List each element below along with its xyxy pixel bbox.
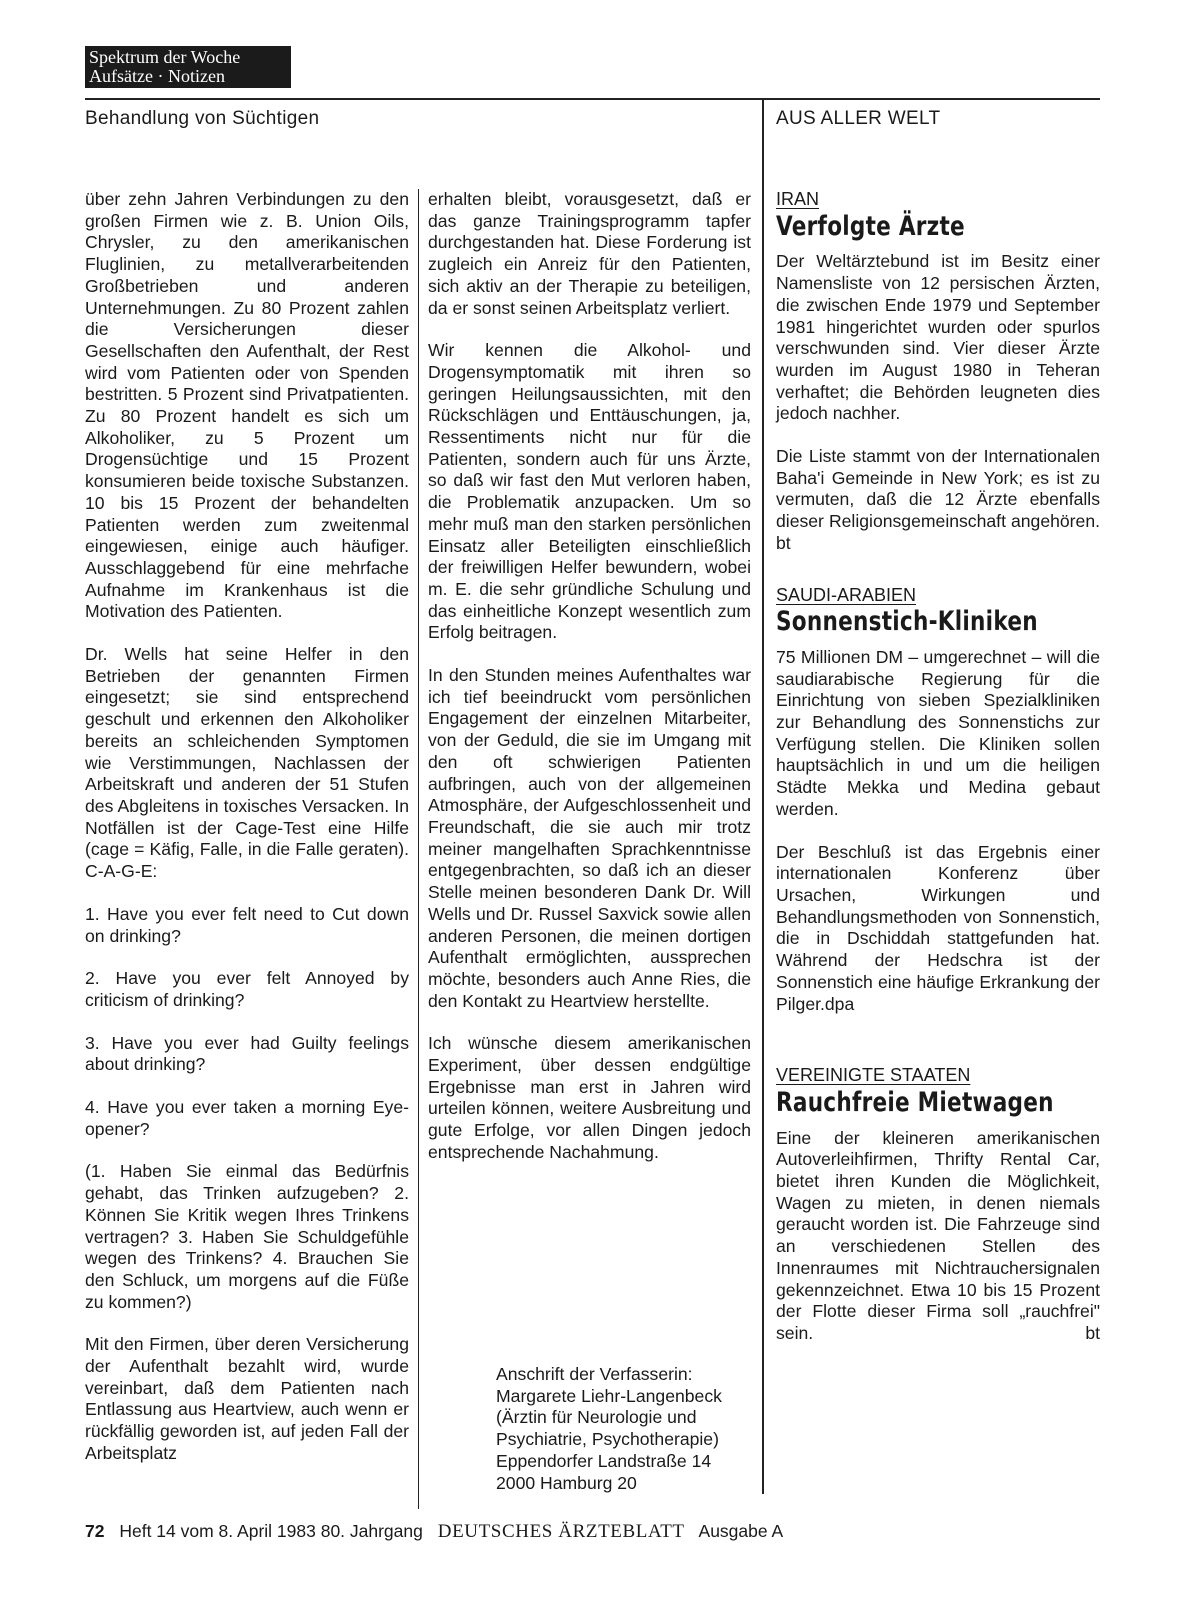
- paragraph: Ich wünsche diesem amerikanischen Experiment, über dessen endgültige Ergebnisse man erst in Jahren wird urteilen können, weitere Ausbreitung und gute Erfolge, vor allen Dingen jedoch entsprechende Nachahmung.: [428, 1033, 751, 1162]
- address-line: 2000 Hamburg 20: [496, 1472, 637, 1493]
- cage-question-1: 1. Have you ever felt need to Cut down on drinking?: [85, 903, 409, 946]
- news-country-iran: IRAN: [776, 189, 820, 209]
- paragraph: Die Liste stammt von der Internationalen Baha'i Gemeinde in New York; es ist zu vermuten, daß die 12 Ärzte ebenfalls dieser Religionsgemeinschaft angehören. bt: [776, 446, 1100, 553]
- article-section-title: Behandlung von Süchtigen: [85, 108, 320, 129]
- news-headline: Sonnenstich-Kliniken: [776, 606, 1038, 638]
- paragraph: [776, 1128, 1100, 1345]
- address-line: Margarete Liehr-Langenbeck: [496, 1385, 722, 1406]
- news-headline: Rauchfreie Mietwagen: [776, 1086, 1054, 1118]
- section-label-line2: Aufsätze · Notizen: [89, 66, 225, 86]
- paragraph: 75 Millionen DM – umgerechnet – will die saudiarabische Regierung für die Einrichtung von sieben Spezialkliniken zur Behandlung des Sonnenstichs zur Verfügung stellen. Die Kliniken sollen hauptsächlich in und um die heiligen Städte Mekka und Medina gebaut werden.: [776, 646, 1100, 819]
- cage-question-4: 4. Have you ever taken a morning Eye-opener?: [85, 1097, 409, 1139]
- page-footer: [85, 1521, 783, 1543]
- address-line: Psychiatrie, Psychotherapie): [496, 1429, 719, 1450]
- address-line: Anschrift der Verfasserin:: [496, 1364, 693, 1384]
- paragraph: Dr. Wells hat seine Helfer in den Betrieben der genannten Firmen eingesetzt; sie sind entsprechend geschult und erkennen den Alkoholiker bereits an schleichenden Symptomen wie Verstimmungen, Nachlassen der Arbeitskraft und anderen der 51 Stufen des Abgleitens in toxisches Versacken. In Notfällen ist der Cage-Test eine Hilfe (cage = Käfig, Falle, in die Falle geraten). C-A-G-E:: [85, 644, 409, 882]
- address-line: Eppendorfer Landstraße 14: [496, 1450, 712, 1471]
- news-country-saudi-arabia: SAUDI-ARABIEN: [776, 584, 917, 605]
- page-number: 72: [85, 1521, 105, 1541]
- cage-translation: (1. Haben Sie einmal das Bedürfnis gehabt, das Trinken aufzugeben? 2. Können Sie Kritik wegen Ihres Trinkens vertragen? 3. Haben Sie Schuldgefühle wegen des Trinkens? 4. Brauchen Sie den Schluck, um morgens auf die Füße zu kommen?): [85, 1161, 409, 1312]
- section-label-line1: Spektrum der Woche: [89, 47, 241, 67]
- column-2: [428, 189, 751, 1164]
- column-divider-right: [762, 98, 764, 1494]
- address-line: (Ärztin für Neurologie und: [496, 1407, 697, 1428]
- news-section-title: AUS ALLER WELT: [776, 108, 941, 129]
- author-signature: bt: [1085, 1322, 1100, 1343]
- paragraph: Mit den Firmen, über deren Versicherung der Aufenthalt bezahlt wird, wurde vereinbart, daß dem Patienten nach Entlassung aus Heartview, auch wenn er rückfällig geworden ist, auf jeden Fall der Arbeitsplatz: [85, 1334, 409, 1463]
- column-1: [85, 189, 409, 1465]
- paragraph: Der Weltärztebund ist im Besitz einer Namensliste von 12 persischen Ärzten, die zwischen Ende 1979 und September 1981 hingerichtet wurden oder spurlos verschwunden sind. Vier dieser Ärzte wurden im August 1980 in Teheran verhaftet; die Behörden leugneten dies jedoch nachher.: [776, 251, 1100, 424]
- edition: Ausgabe A: [698, 1521, 784, 1541]
- paragraph: Wir kennen die Alkohol- und Drogensymptomatik mit ihren so geringen Heilungsaussichten, mit den Rückschlägen und Enttäuschungen, ja, Ressentiments nicht nur für die Patienten, sondern auch für uns Ärzte, so daß wir fast den Mut verloren haben, die Problematik anzupacken. Um so mehr muß man den starken persönlichen Einsatz aller Beteiligten einschließlich der freiwilligen Helfer bewundern, wobei m. E. die sehr gründliche Schulung und das einheitliche Konzept wesentlich zum Erfolg beitragen.: [428, 340, 751, 643]
- top-rule: [85, 98, 1100, 100]
- paragraph-text: Eine der kleineren amerikanischen Autoverleihfirmen, Thrifty Rental Car, bietet ihren Kunden die Möglichkeit, Wagen zu mieten, in denen niemals geraucht worden ist. Die Fahrzeuge sind an verschiedenen Stellen des Innenraumes mit Nichtrauchersignalen gekennzeichnet. Etwa 10 bis 15 Prozent der Flotte dieser Firma soll „rauchfrei" sein.: [776, 1127, 1100, 1343]
- paragraph: Der Beschluß ist das Ergebnis einer internationalen Konferenz über Ursachen, Wirkungen und Behandlungsmethoden von Sonnenstich, die in Dschiddah stattgefunden hat. Während der Hedschra ist der Sonnenstich eine häufige Erkrankung der Pilger.dpa: [776, 841, 1100, 1014]
- column-3-news: [776, 189, 1100, 1345]
- cage-question-3: 3. Have you ever had Guilty feelings about drinking?: [85, 1032, 409, 1075]
- paragraph: In den Stunden meines Aufenthaltes war ich tief beeindruckt vom persönlichen Engagement der einzelnen Mitarbeiter, von der Geduld, die sie im Umgang mit den oft schwierigen Patienten aufbringen, auch von der allgemeinen Atmosphäre, der Aufgeschlossenheit und Freundschaft, die sie auch mir trotz meiner mangelhaften Sprachkenntnisse entgegenbrachten, so daß ich an dieser Stelle meinen besonderen Dank Dr. Will Wells und Dr. Russel Saxvick sowie allen anderen Personen, die meinen dortigen Aufenthalt ermöglichten, aussprechen möchte, besonders auch Anne Ries, die den Kontakt zu Heartview herstellte.: [428, 665, 751, 1011]
- cage-question-2: 2. Have you ever felt Annoyed by criticism of drinking?: [85, 968, 409, 1010]
- column-divider-middle: [418, 189, 419, 1509]
- news-country-usa: VEREINIGTE STAATEN: [776, 1065, 971, 1086]
- news-headline: Verfolgte Ärzte: [776, 210, 965, 242]
- issue-info: Heft 14 vom 8. April 1983 80. Jahrgang: [119, 1521, 423, 1541]
- author-address: [496, 1364, 722, 1494]
- section-label-box: [85, 46, 291, 88]
- paragraph: über zehn Jahren Verbindungen zu den großen Firmen wie z. B. Union Oils, Chrysler, zu den amerikanischen Fluglinien, zu metallverarbeitenden Großbetrieben und anderen Unternehmungen. Zu 80 Prozent zahlen die Versicherungen dieser Gesellschaften den Aufenthalt, der Rest wird vom Patienten oder von Spenden bestritten. 5 Prozent sind Privatpatienten. Zu 80 Prozent handelt es sich um Alkoholiker, zu 5 Prozent um Drogensüchtige und 15 Prozent konsumieren beide toxische Substanzen. 10 bis 15 Prozent der behandelten Patienten werden zum zweitenmal eingewiesen, einige auch häufiger. Ausschlaggebend für eine mehrfache Aufnahme im Krankenhaus ist die Motivation des Patienten.: [85, 189, 409, 622]
- magazine-title: DEUTSCHES ÄRZTEBLATT: [437, 1521, 685, 1542]
- paragraph: erhalten bleibt, vorausgesetzt, daß er das ganze Trainingsprogramm tapfer durchgestanden hat. Diese Forderung ist zugleich ein Anreiz für den Patienten, sich aktiv an der Therapie zu beteiligen, da er sonst seinen Arbeitsplatz verliert.: [428, 189, 751, 318]
